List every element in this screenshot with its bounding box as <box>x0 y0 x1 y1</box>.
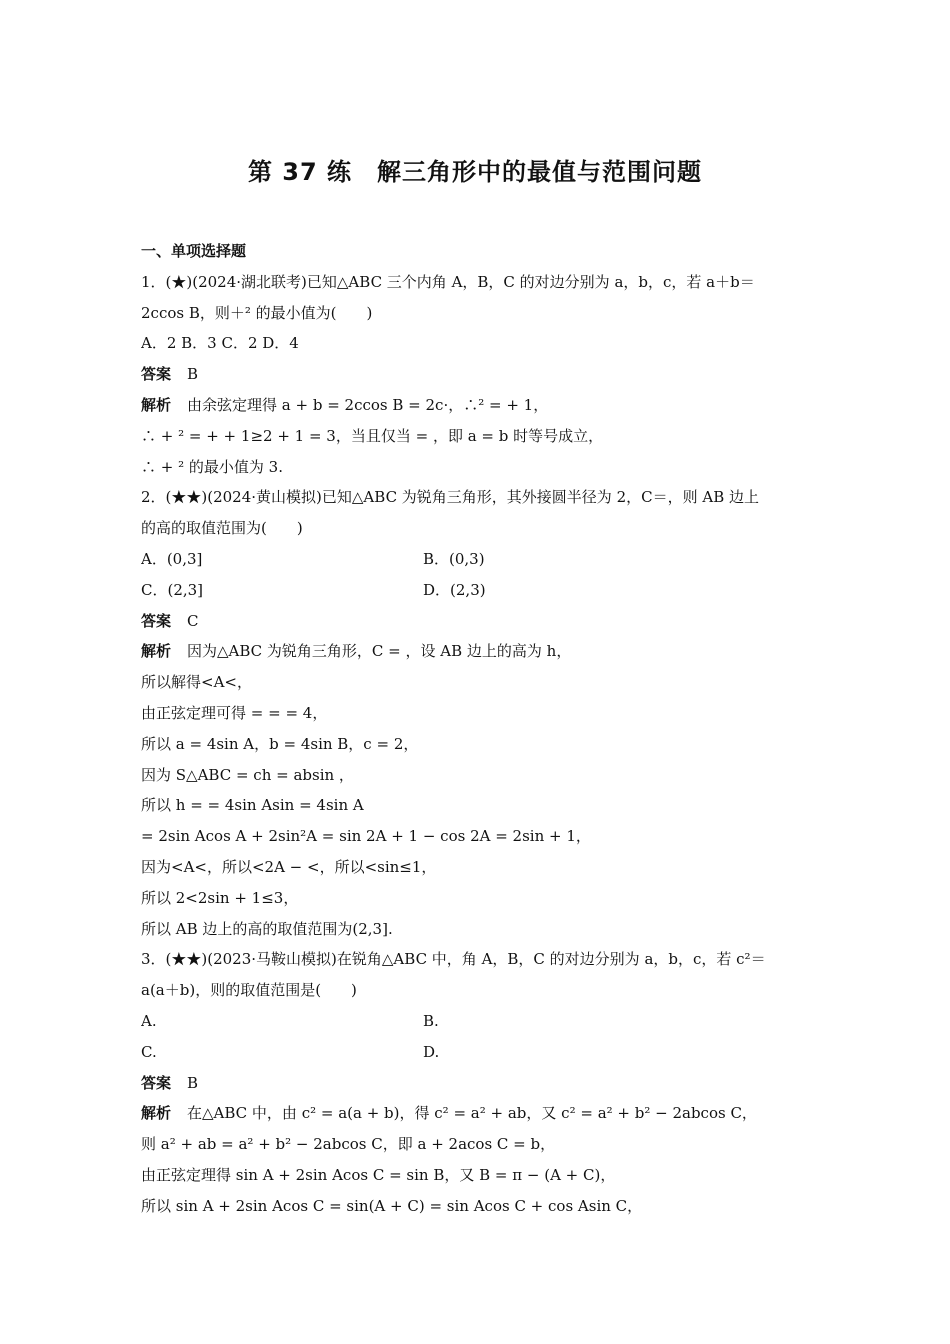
text-line: 因为<A<，所以<2A − <，所以<sin≤1， <box>141 857 437 876</box>
text-line: 所以 sin A + 2sin Acos C = sin(A + C) = sin Acos C + cos Asin C， <box>141 1196 643 1215</box>
option-left: C．(2,3] <box>141 580 204 599</box>
answer-text: 因为△ABC 为锐角三角形，C = ，设 AB 边上的高为 h， <box>187 642 572 661</box>
option-left: A．(0,3] <box>141 549 203 568</box>
answer-text: 由余弦定理得 a + b = 2ccos B = 2c·，∴² = + 1， <box>187 395 549 414</box>
answer-line <box>141 1068 813 1099</box>
option-left: C. <box>141 1042 157 1061</box>
text-line: ∴ + ² = + + 1≥2 + 1 = 3，当且仅当 = ，即 a = b 时等号成立， <box>141 426 604 445</box>
answer-line <box>141 636 813 667</box>
answer-label: 解析 <box>141 642 172 661</box>
text-line: 因为 S△ABC = ch = absin ， <box>141 765 354 784</box>
text-line: 所以解得<A<， <box>141 673 252 692</box>
option-right: B. <box>423 1011 439 1030</box>
text-line: 2．(★★)(2024·黄山模拟)已知△ABC 为锐角三角形，其外接圆半径为 2，C＝，则 AB 边上 <box>141 488 759 507</box>
text-line: 所以 h = = 4sin Asin = 4sin A <box>141 796 364 815</box>
text-line: 3．(★★)(2023·马鞍山模拟)在锐角△ABC 中，角 A，B，C 的对边分别为 a，b，c，若 c²＝ <box>141 950 766 969</box>
answer-label: 答案 <box>141 611 172 630</box>
answer-label: 解析 <box>141 1104 172 1123</box>
answer-label: 答案 <box>141 365 172 384</box>
answer-line <box>141 359 813 390</box>
text-line: A．2 B．3 C．2 D．4 <box>141 334 299 353</box>
option-right: B．(0,3) <box>423 549 485 568</box>
text-line: 的高的取值范围为( ) <box>141 519 303 538</box>
option-row <box>141 1006 813 1037</box>
answer-text: C <box>187 611 199 630</box>
text-line: 由正弦定理得 sin A + 2sin Acos C = sin B，又 B = π − (A + C)， <box>141 1165 616 1184</box>
answer-text: 在△ABC 中，由 c² = a(a + b)，得 c² = a² + ab，又 c² = a² + b² − 2abcos C， <box>187 1104 757 1123</box>
text-line: 2ccos B，则＋² 的最小值为( ) <box>141 303 373 322</box>
option-row <box>141 544 813 575</box>
page-title: 第 37 练 解三角形中的最值与范围问题 <box>247 158 703 186</box>
answer-line <box>141 390 813 421</box>
text-line: 所以 AB 边上的高的取值范围为(2,3]. <box>141 919 393 938</box>
option-row <box>141 575 813 606</box>
document-body <box>141 236 813 1222</box>
option-right: D．(2,3) <box>423 580 486 599</box>
option-row <box>141 1037 813 1068</box>
text-line: 1．(★)(2024·湖北联考)已知△ABC 三个内角 A，B，C 的对边分别为 a，b，c，若 a＋b＝ <box>141 272 755 291</box>
text-line: 所以 2<2sin + 1≤3， <box>141 888 299 907</box>
text-line: a(a＋b)，则的取值范围是( ) <box>141 981 357 1000</box>
answer-text: B <box>187 365 199 384</box>
text-line: 则 a² + ab = a² + b² − 2abcos C，即 a + 2acos C = b， <box>141 1135 556 1154</box>
option-right: D. <box>423 1042 440 1061</box>
answer-label: 解析 <box>141 395 172 414</box>
text-line: 由正弦定理可得 = = = 4， <box>141 703 328 722</box>
option-left: A. <box>141 1011 157 1030</box>
answer-line <box>141 1098 813 1129</box>
answer-label: 答案 <box>141 1073 172 1092</box>
text-line: 所以 a = 4sin A，b = 4sin B，c = 2， <box>141 734 419 753</box>
answer-line <box>141 606 813 637</box>
section-heading: 一、单项选择题 <box>141 242 247 260</box>
text-line: ∴ + ² 的最小值为 3. <box>141 457 283 476</box>
text-line: = 2sin Acos A + 2sin²A = sin 2A + 1 − cos 2A = 2sin + 1， <box>141 827 591 846</box>
answer-text: B <box>187 1073 199 1092</box>
